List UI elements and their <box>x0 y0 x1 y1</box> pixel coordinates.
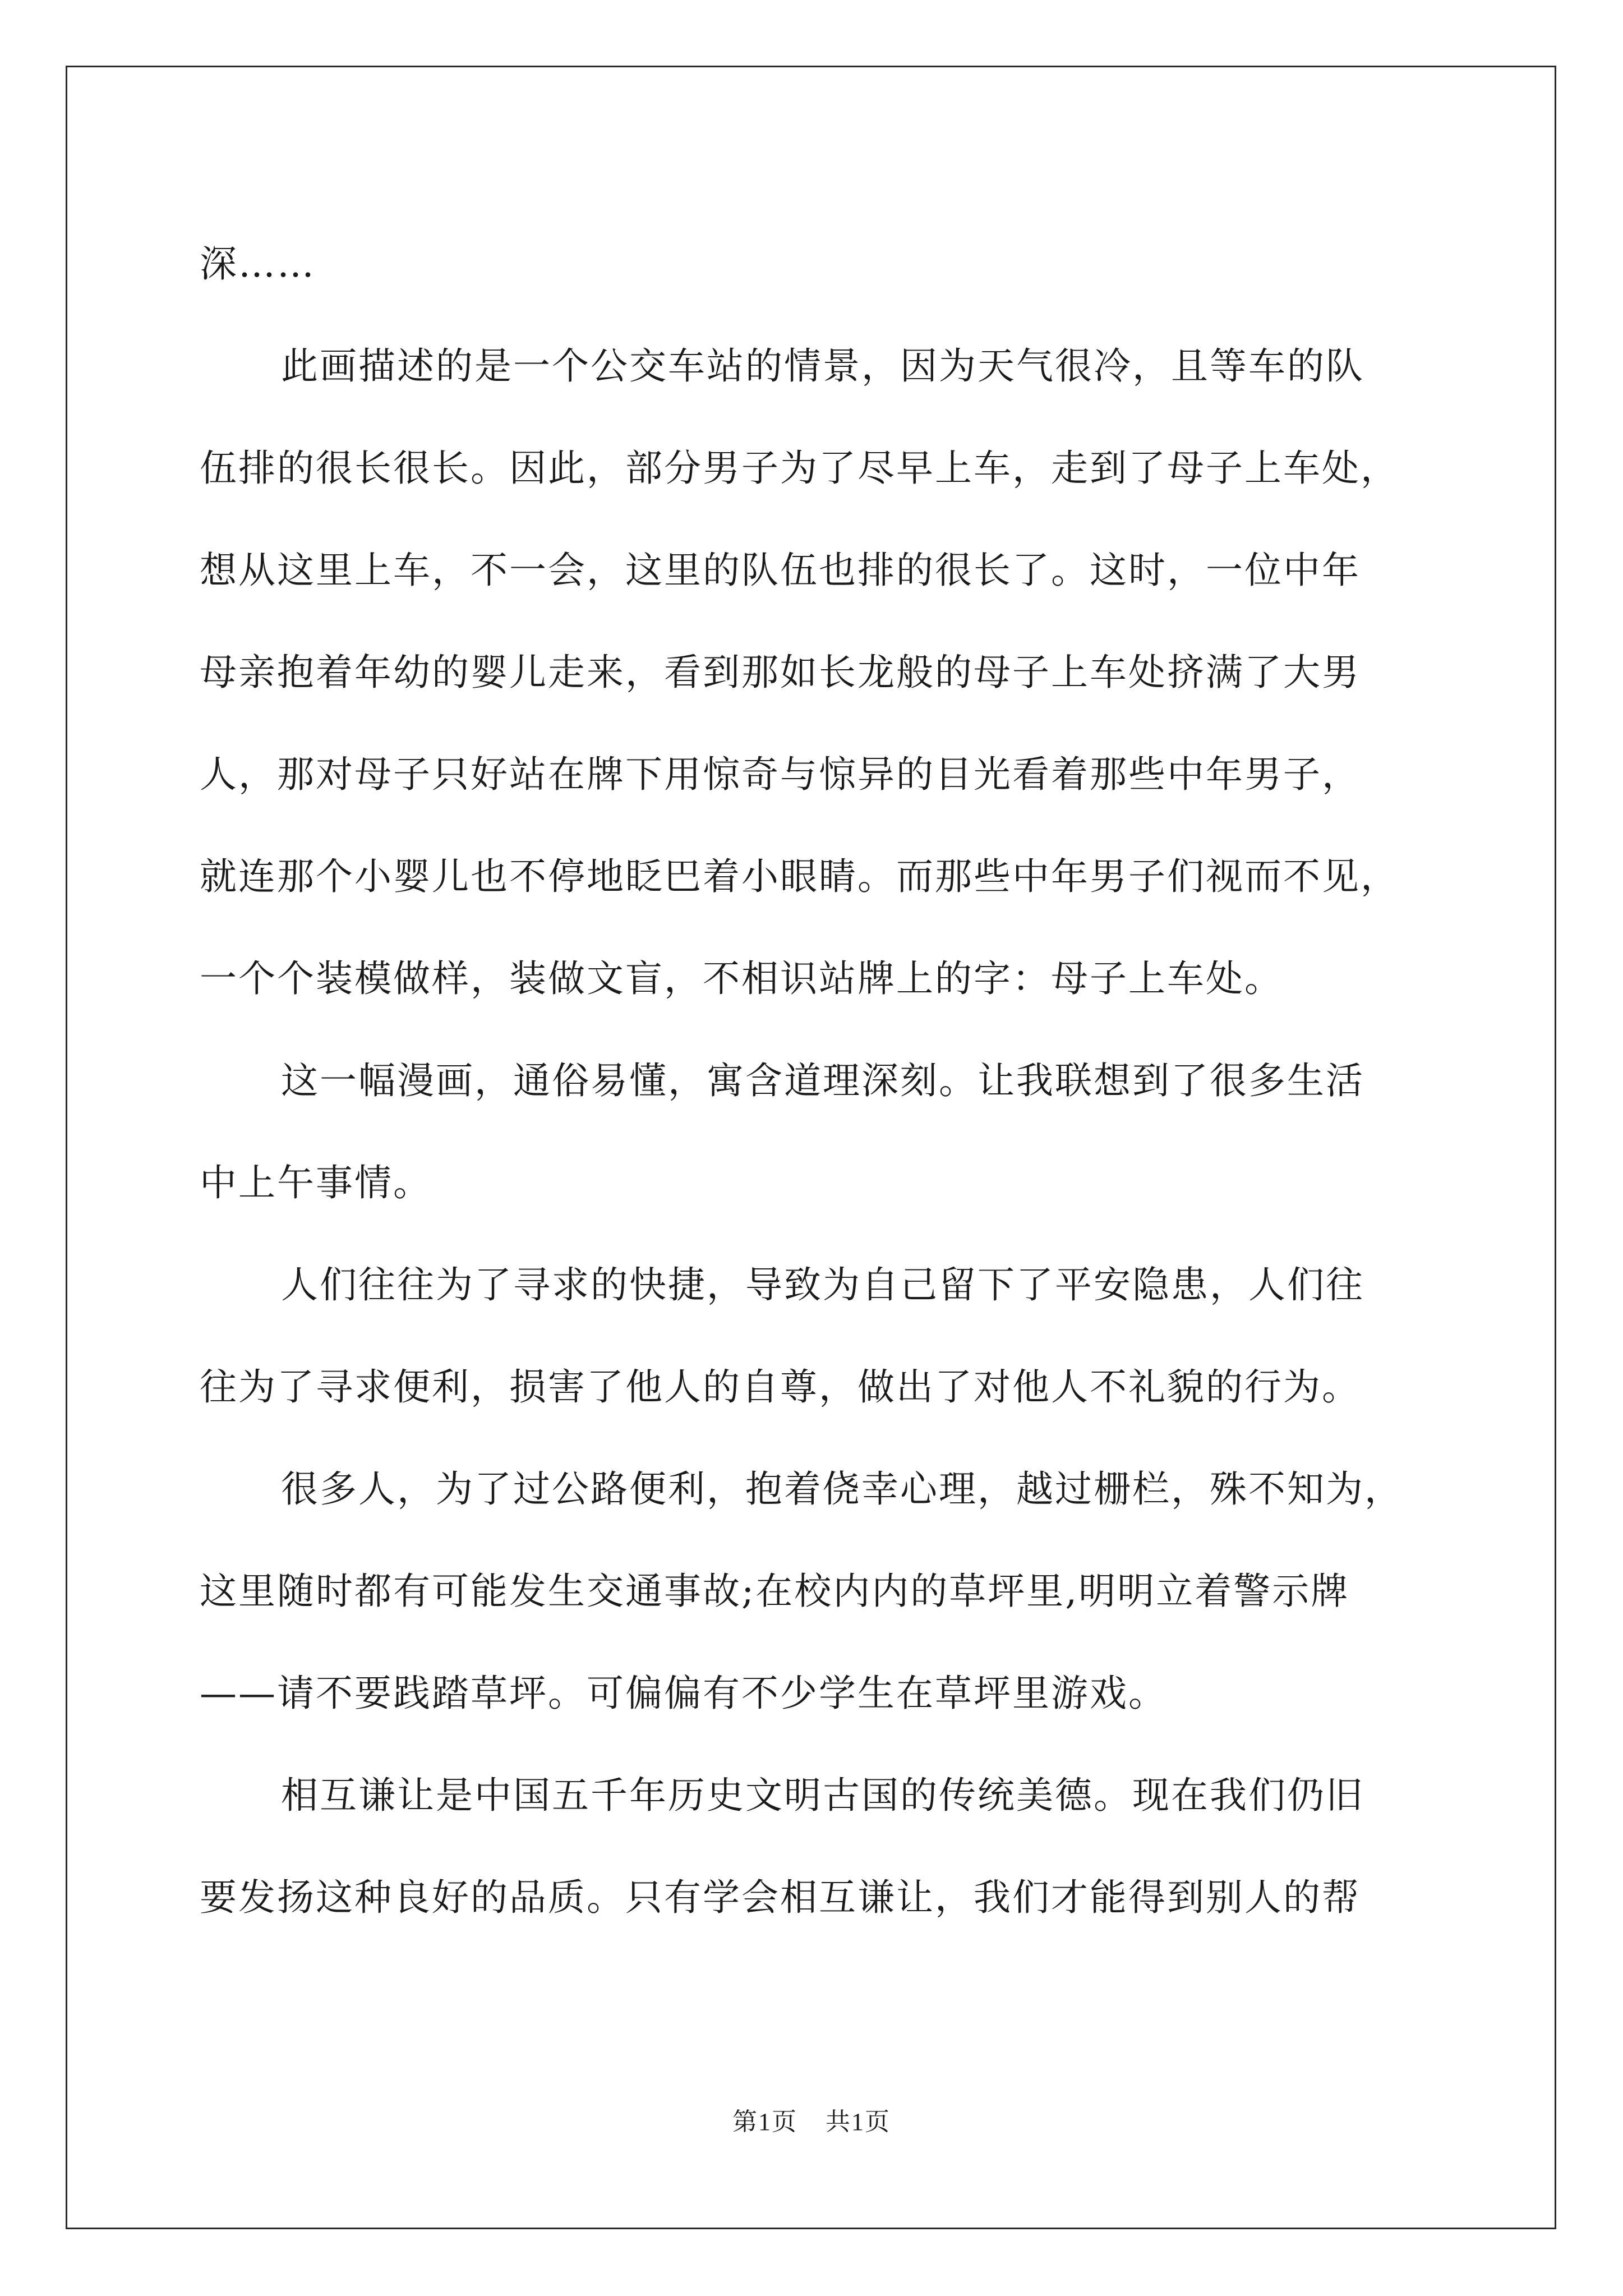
page-total: 共1页 <box>826 2108 891 2136</box>
text-line: 相互谦让是中国五千年历史文明古国的传统美德。现在我们仍旧 <box>281 1774 1364 1817</box>
text-line: 深…… <box>200 242 316 286</box>
text-line: ——请不要践踏草坪。可偏偏有不少学生在草坪里游戏。 <box>200 1672 1167 1715</box>
text-line: 很多人，为了过公路便利，抱着侥幸心理，越过栅栏，殊不知为， <box>281 1467 1403 1511</box>
text-line: 母亲抱着年幼的婴儿走来，看到那如长龙般的母子上车处挤满了大男 <box>200 651 1361 694</box>
text-line: 想从这里上车，不一会，这里的队伍也排的很长了。这时，一位中年 <box>200 549 1361 592</box>
text-line: 要发扬这种良好的品质。只有学会相互谦让，我们才能得到别人的帮 <box>200 1876 1361 1919</box>
document-body <box>200 213 1450 1949</box>
text-line: 一个个装模做样，装做文盲，不相识站牌上的字：母子上车处。 <box>200 957 1283 1000</box>
text-line: 就连那个小婴儿也不停地眨巴着小眼睛。而那些中年男子们视而不见， <box>200 855 1399 898</box>
page-footer <box>0 2101 1623 2137</box>
text-line: 伍排的很长很长。因此，部分男子为了尽早上车，走到了母子上车处， <box>200 447 1399 490</box>
text-line: 这里随时都有可能发生交通事故;在校内内的草坪里,明明立着警示牌 <box>200 1570 1350 1613</box>
text-line: 这一幅漫画，通俗易懂，寓含道理深刻。让我联想到了很多生活 <box>281 1059 1364 1102</box>
text-line: 人，那对母子只好站在牌下用惊奇与惊异的目光看着那些中年男子， <box>200 753 1361 796</box>
text-line: 往为了寻求便利，损害了他人的自尊，做出了对他人不礼貌的行为。 <box>200 1365 1361 1409</box>
text-line: 此画描述的是一个公交车站的情景，因为天气很冷，且等车的队 <box>281 344 1364 388</box>
page-number: 第1页 <box>732 2108 797 2136</box>
text-line: 中上午事情。 <box>200 1161 432 1204</box>
text-line: 人们往往为了寻求的快捷，导致为自己留下了平安隐患，人们往 <box>281 1263 1364 1306</box>
